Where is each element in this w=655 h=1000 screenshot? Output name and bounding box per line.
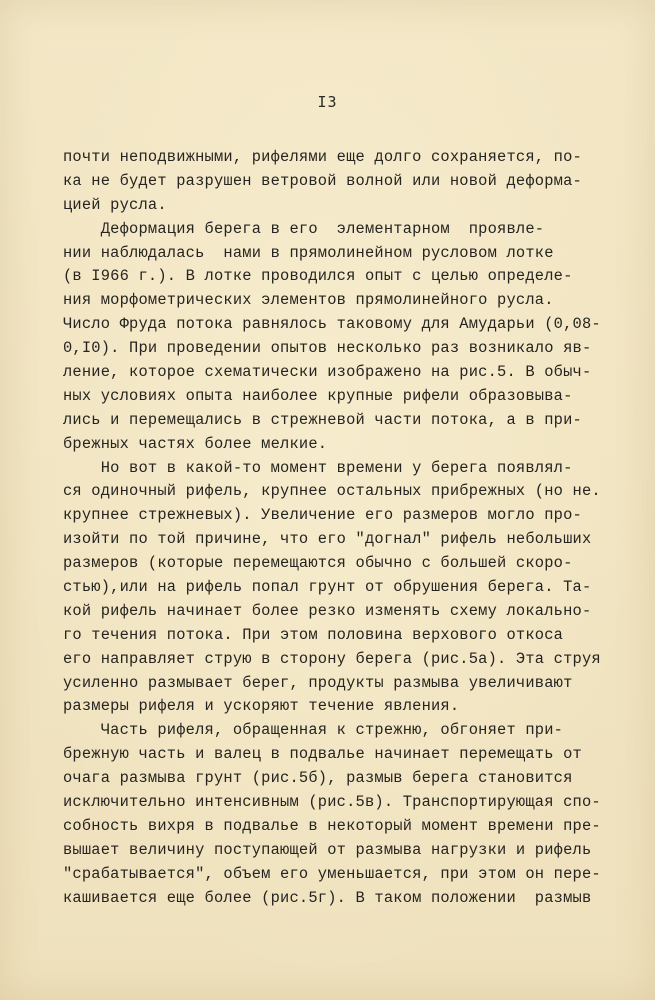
text-line: брежных частях более мелкие. [63, 434, 328, 453]
text-line: крупнее стрежневых). Увеличение его размеров могло про- [63, 506, 582, 525]
text-line: ния морфометрических элементов прямолинейного русла. [63, 291, 554, 310]
text-line: брежную часть и валец в подвалье начинает перемещать от [63, 745, 582, 764]
page-number: I3 [317, 93, 338, 111]
text-line: ных условиях опыта наиболее крупные рифели образовыва- [63, 386, 573, 405]
body-text [63, 146, 623, 911]
text-line: вышает величину поступающей от размыва нагрузки и рифель [63, 840, 592, 859]
text-line: Часть рифеля, обращенная к стрежню, обгоняет при- [63, 721, 564, 740]
text-line: кашивается еще более (рис.5г). В таком положении размыв [63, 888, 592, 907]
text-line: Деформация берега в его элементарном проявле- [63, 219, 545, 238]
text-line: ся одиночный рифель, крупнее остальных прибрежных (но не. [63, 482, 601, 501]
text-line: "срабатывается", объем его уменьшается, при этом он пере- [63, 864, 601, 883]
text-line: Число Фруда потока равнялось таковому для Амударьи (0,08- [63, 315, 601, 334]
text-line: размеров (которые перемещаются обычно с большей скоро- [63, 554, 573, 573]
text-line: цией русла. [63, 195, 167, 214]
text-line: размеры рифеля и ускоряют течение явления. [63, 697, 460, 716]
text-line: исключительно интенсивным (рис.5в). Транспортирующая спо- [63, 793, 601, 812]
text-line: изойти по той причине, что его "догнал" рифель небольших [63, 530, 592, 549]
text-line: ка не будет разрушен ветровой волной или новой деформа- [63, 171, 582, 190]
text-line: усиленно размывает берег, продукты размыва увеличивают [63, 673, 573, 692]
text-line: лись и перемещались в стрежневой части потока, а в при- [63, 410, 582, 429]
text-line: 0,I0). При проведении опытов несколько раз возникало яв- [63, 339, 592, 358]
text-line: собность вихря в подвалье в некоторый момент времени пре- [63, 816, 601, 835]
text-line: нии наблюдалась нами в прямолинейном русловом лотке [63, 243, 554, 262]
text-line: почти неподвижными, рифелями еще долго сохраняется, по- [63, 148, 582, 166]
text-line: его направляет струю в сторону берега (рис.5а). Эта струя [63, 649, 601, 668]
text-line: го течения потока. При этом половина верхового откоса [63, 625, 564, 644]
text-line: кой рифель начинает более резко изменять схему локально- [63, 601, 592, 620]
text-line: ление, которое схематически изображено на рис.5. В обыч- [63, 363, 592, 382]
text-line: стью),или на рифель попал грунт от обрушения берега. Та- [63, 578, 592, 597]
text-line: Но вот в какой-то момент времени у берега появлял- [63, 458, 573, 477]
text-line: очага размыва грунт (рис.5б), размыв берега становится [63, 769, 573, 788]
text-line: (в I966 г.). В лотке проводился опыт с целью определе- [63, 267, 573, 286]
